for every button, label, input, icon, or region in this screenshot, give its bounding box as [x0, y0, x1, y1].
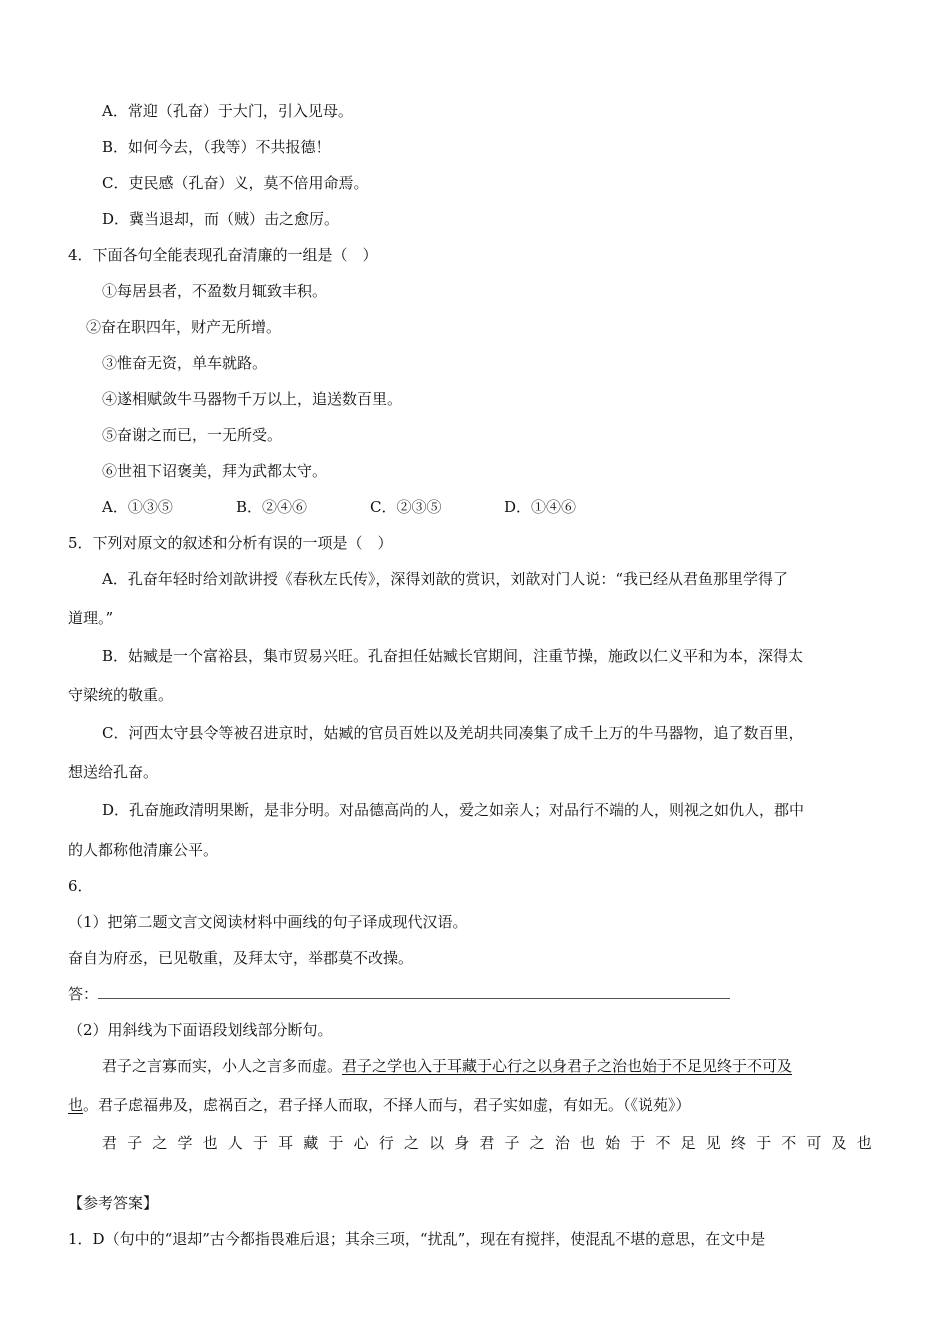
character-cell: 也	[202, 1134, 218, 1152]
character-cell: 于	[252, 1134, 268, 1152]
q4-item-1: ①每居县者，不盈数月辄致丰积。	[102, 282, 328, 300]
character-cell: 以	[429, 1134, 445, 1152]
q4-item-5: ⑤奋谢之而已，一无所受。	[102, 426, 283, 444]
character-cell: 藏	[303, 1134, 319, 1152]
q4-choice-d: D．①④⑥	[504, 498, 577, 516]
passage-plain: 君子之言寡而实，小人之言多而虚。	[102, 1057, 343, 1075]
q5-option-b-line2: 守梁统的敬重。	[68, 686, 174, 704]
character-cell: 可	[806, 1134, 822, 1152]
q4-item-3: ③惟奋无资，单车就路。	[102, 354, 268, 372]
q4-choice-a: A．①③⑤	[102, 498, 173, 516]
character-cell: 学	[177, 1134, 193, 1152]
q6-number: 6．	[68, 877, 93, 895]
q6-part2-prompt: （2）用斜线为下面语段划线部分断句。	[68, 1021, 333, 1039]
reference-title: 【参考答案】	[68, 1194, 159, 1212]
character-cell: 君	[102, 1134, 118, 1152]
q5-option-c-line1: C．河西太守县令等被召进京时，姑臧的官员百姓以及羌胡共同凑集了成千上万的牛马器物，追了数百里，	[102, 724, 804, 742]
q5-option-a-line1: A．孔奋年轻时给刘歆讲授《春秋左氏传》，深得刘歆的赏识，刘歆对门人说：“我已经从君鱼那里学得了	[102, 570, 789, 588]
character-cell: 之	[529, 1134, 545, 1152]
q3-option-b: B．如何今去，（我等）不共报德！	[102, 138, 331, 156]
character-cell: 终	[730, 1134, 746, 1152]
q5-stem: 5．下列对原文的叙述和分析有误的一项是（ ）	[68, 534, 393, 552]
q4-stem: 4．下面各句全能表现孔奋清廉的一组是（ ）	[68, 246, 378, 264]
character-cell: 也	[579, 1134, 595, 1152]
q6-sentence: 奋自为府丞，已见敬重，及拜太守，举郡莫不改操。	[68, 949, 414, 967]
q4-choice-b: B．②④⑥	[236, 498, 308, 516]
character-cell: 及	[831, 1134, 847, 1152]
passage-underlined-end: 也	[68, 1096, 84, 1114]
character-cell: 子	[127, 1134, 143, 1152]
q6-passage-line2	[68, 1095, 691, 1115]
q5-option-b-line1: B．姑臧是一个富裕县，集市贸易兴旺。孔奋担任姑臧长官期间，注重节操，施政以仁义平和为本，深得太	[102, 647, 804, 665]
q3-option-a: A．常迎（孔奋）于大门，引入见母。	[102, 102, 353, 120]
q6-part1-prompt: （1）把第二题文言文阅读材料中画线的句子译成现代汉语。	[68, 913, 468, 931]
answer-blank[interactable]	[98, 984, 730, 999]
reference-answer-1: 1．D（句中的“退却”古今都指畏难后退；其余三项，“扰乱”，现在有搅拌，使混乱不堪的意思，在文中是	[68, 1230, 766, 1248]
passage-underlined: 君子之学也入于耳藏于心行之以身君子之治也始于不足见终于不可及	[342, 1057, 793, 1075]
q3-option-d: D．冀当退却，而（贼）击之愈厉。	[102, 210, 340, 228]
answer-label: 答：	[68, 985, 99, 1003]
q5-option-d-line2: 的人都称他清廉公平。	[68, 841, 219, 859]
q5-option-c-line2: 想送给孔奋。	[68, 763, 159, 781]
character-cell: 治	[554, 1134, 570, 1152]
character-cell: 始	[605, 1134, 621, 1152]
q4-item-2: ②奋在职四年，财产无所增。	[86, 318, 282, 336]
character-cell: 身	[454, 1134, 470, 1152]
character-cell: 也	[856, 1134, 872, 1152]
character-cell: 之	[403, 1134, 419, 1152]
q4-item-6: ⑥世祖下诏褒美，拜为武都太守。	[102, 462, 328, 480]
passage-rest: 。君子虑福弗及，虑祸百之，君子择人而取，不择人而与，君子实如虚，有如无。（《说苑》）	[83, 1096, 691, 1114]
character-cell: 行	[378, 1134, 394, 1152]
character-cell: 不	[781, 1134, 797, 1152]
character-cell: 耳	[278, 1134, 294, 1152]
character-cell: 子	[504, 1134, 520, 1152]
q5-option-d-line1: D．孔奋施政清明果断，是非分明。对品德高尚的人，爱之如亲人；对品行不端的人，则视之如仇人，郡中	[102, 801, 805, 819]
character-cell: 见	[705, 1134, 721, 1152]
character-row	[102, 1133, 872, 1153]
character-cell: 君	[479, 1134, 495, 1152]
q6-passage-line1	[102, 1056, 792, 1076]
q4-item-4: ④遂相赋敛牛马器物千万以上，追送数百里。	[102, 390, 403, 408]
q4-choices	[102, 497, 638, 517]
q6-spaced-characters	[102, 1133, 872, 1153]
q4-choice-c: C．②③⑤	[370, 498, 442, 516]
character-cell: 心	[353, 1134, 369, 1152]
q5-option-a-line2: 道理。”	[68, 609, 114, 627]
q6-answer-line	[68, 984, 730, 1004]
character-cell: 之	[152, 1134, 168, 1152]
character-cell: 足	[680, 1134, 696, 1152]
q3-option-c: C．吏民感（孔奋）义，莫不倍用命焉。	[102, 174, 369, 192]
character-cell: 于	[756, 1134, 772, 1152]
character-cell: 不	[655, 1134, 671, 1152]
character-cell: 人	[227, 1134, 243, 1152]
character-cell: 于	[328, 1134, 344, 1152]
character-cell: 于	[630, 1134, 646, 1152]
